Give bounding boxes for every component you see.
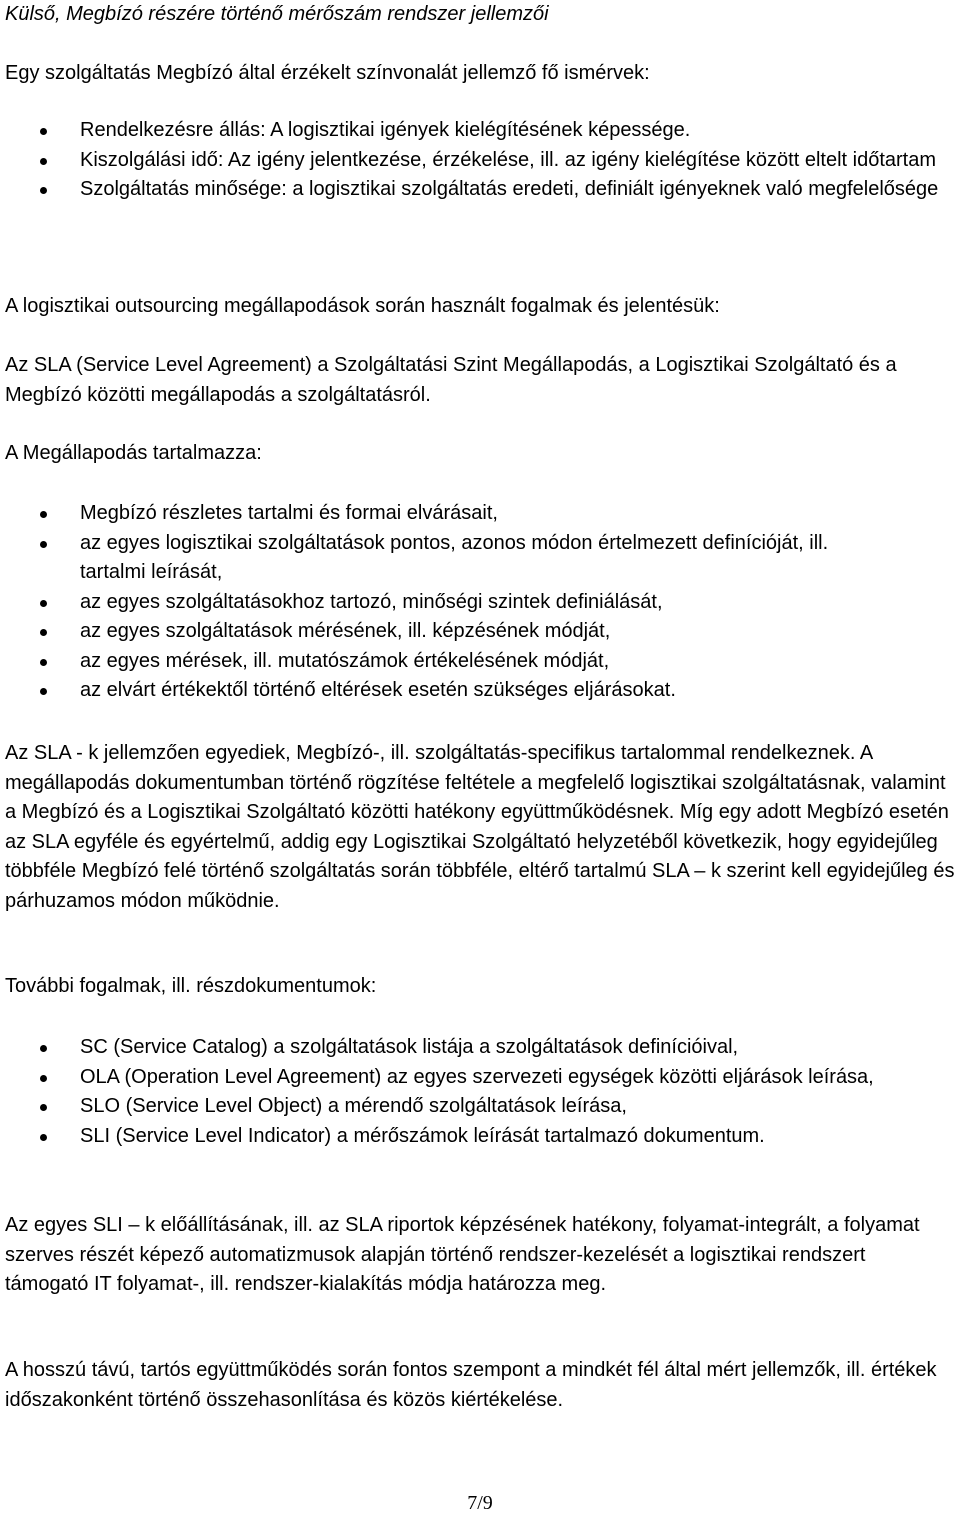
bullet-icon [40, 688, 47, 695]
further-list [5, 1033, 955, 1151]
list-item [5, 499, 885, 529]
bullet-icon [40, 158, 47, 165]
list-item-text: SLO (Service Level Object) a mérendő szolgáltatások leírása, [80, 1095, 627, 1117]
list-item-text: SC (Service Catalog) a szolgáltatások listája a szolgáltatások definícióival, [80, 1036, 739, 1058]
bullet-icon [40, 511, 47, 518]
list-item [5, 617, 885, 647]
list-item [5, 146, 955, 176]
list-item [5, 1122, 955, 1152]
bullet-icon [40, 1075, 47, 1082]
bullet-icon [40, 1134, 47, 1141]
sla-paragraph: Az SLA - k jellemzően egyediek, Megbízó-, ill. szolgáltatás-specifikus tartalommal rendelkeznek. A megállapodás dokumentumban történő rögzítése feltétele a megfelelő logisztikai szolgáltatásnak, valamint a Megbízó és a Logisztikai Szolgáltató közötti hatékony együttműködésnek. Míg egy adott Megbízó esetén az SLA egyféle és egyértelmű, addig egy Logisztikai Szolgáltató helyzetéből következik, hogy egyidejűleg többféle Megbízó felé történő szolgáltatás során többféle, eltérő tartalmú SLA – k szerint kell egyidejűleg és párhuzamos módon működnie. [5, 742, 955, 912]
bullet-icon [40, 629, 47, 636]
bullet-icon [40, 659, 47, 666]
list-item-text: OLA (Operation Level Agreement) az egyes szervezeti egységek közötti eljárások leírása, [80, 1065, 874, 1088]
list-item-text: az elvárt értékektől történő eltérések esetén szükséges eljárásokat. [80, 679, 676, 701]
bullet-icon [40, 1104, 47, 1111]
bullet-icon [40, 541, 47, 548]
list-item [5, 529, 885, 588]
bullet-icon [40, 187, 47, 194]
bullet-icon [40, 128, 47, 135]
list-item-text: Szolgáltatás minősége: a logisztikai szolgáltatás eredeti, definiált igényeknek való megfelelősége [80, 178, 939, 200]
list-item [5, 175, 955, 205]
page-number: 7/9 [467, 1492, 493, 1514]
list-item [5, 676, 885, 706]
agreement-list [5, 499, 885, 706]
list-item [5, 1092, 955, 1122]
terms-heading: A logisztikai outsourcing megállapodások során használt fogalmak és jelentésük: [5, 295, 720, 317]
sli-paragraph: Az egyes SLI – k előállításának, ill. az SLA riportok képzésének hatékony, folyamat-integrált, a folyamat szerves részét képező automatizmusok alapján történő rendszer-kezelését a logisztikai rendszert támogató IT folyamat-, ill. rendszer-kialakítás módja határozza meg. [5, 1214, 920, 1295]
list-item-text: az egyes mérések, ill. mutatószámok értékelésének módját, [80, 649, 610, 672]
further-heading: További fogalmak, ill. részdokumentumok: [5, 975, 377, 997]
list-item [5, 588, 885, 618]
sla-definition: Az SLA (Service Level Agreement) a Szolgáltatási Szint Megállapodás, a Logisztikai Szolgáltató és a Megbízó közötti megállapodás a szolgáltatásról. [5, 354, 897, 406]
list-item-text: az egyes szolgáltatásokhoz tartozó, minőségi szintek definiálását, [80, 590, 663, 613]
list-item-text: Rendelkezésre állás: A logisztikai igények kielégítésének képessége. [80, 119, 691, 141]
section-heading: Külső, Megbízó részére történő mérőszám rendszer jellemzői [5, 3, 549, 25]
agreement-heading: A Megállapodás tartalmazza: [5, 442, 262, 464]
intro-text: Egy szolgáltatás Megbízó által érzékelt színvonalát jellemző fő ismérvek: [5, 62, 650, 84]
list-item-text: SLI (Service Level Indicator) a mérőszámok leírását tartalmazó dokumentum. [80, 1124, 765, 1147]
criteria-list [5, 116, 955, 205]
bullet-icon [40, 600, 47, 607]
list-item-text: az egyes szolgáltatások mérésének, ill. képzésének módját, [80, 620, 611, 642]
list-item-text: Megbízó részletes tartalmi és formai elvárásait, [80, 502, 498, 524]
list-item-text: Kiszolgálási idő: Az igény jelentkezése, érzékelése, ill. az igény kielégítése között eltelt időtartam [80, 148, 937, 171]
list-item [5, 1063, 955, 1093]
list-item [5, 116, 955, 146]
list-item [5, 1033, 955, 1063]
list-item [5, 647, 885, 677]
closing-paragraph: A hosszú távú, tartós együttműködés során fontos szempont a mindkét fél által mért jellemzők, ill. értékek időszakonként történő összehasonlítása és közös kiértékelése. [5, 1359, 937, 1411]
bullet-icon [40, 1045, 47, 1052]
list-item-text: az egyes logisztikai szolgáltatások pontos, azonos módon értelmezett definícióját, ill. tartalmi leírását, [80, 531, 829, 583]
